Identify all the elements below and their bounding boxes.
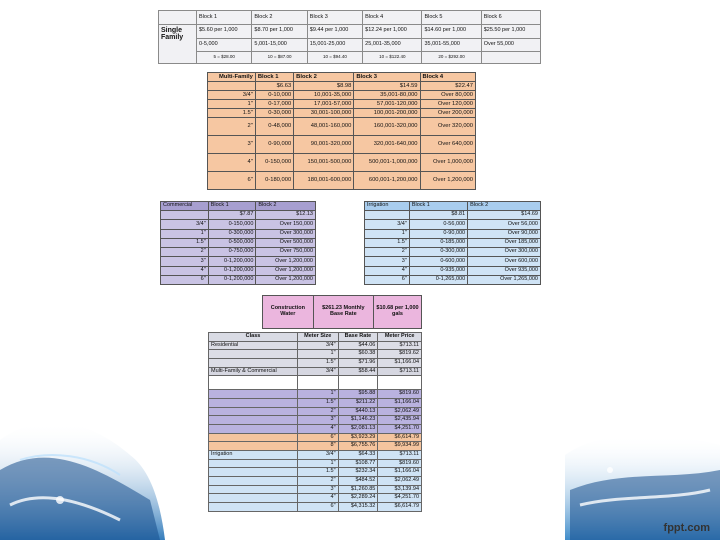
table-cell: Multi-Family & Commercial — [209, 367, 298, 376]
table-cell: $713.11 — [378, 341, 422, 350]
commercial-rate-table — [160, 201, 316, 285]
table-cell: 150,001-500,000 — [294, 154, 354, 172]
table-cell: Over 1,265,000 — [468, 275, 541, 284]
table-cell: Block 2 — [252, 11, 307, 25]
table-row — [208, 109, 476, 118]
table-cell: $10.68 per 1,000 gals — [373, 296, 421, 329]
table-cell: $9.44 per 1,000 — [307, 24, 362, 38]
table-cell: 3" — [365, 257, 410, 266]
table-cell: $71.96 — [338, 359, 378, 368]
table-cell: Over 150,000 — [256, 220, 316, 229]
table-cell — [209, 442, 298, 451]
table-cell: 35,001-80,000 — [354, 91, 420, 100]
table-row — [208, 172, 476, 190]
table-cell: 1.5" — [365, 238, 410, 247]
table-cell: 10 = $87.00 — [252, 52, 307, 64]
table-cell: 4" — [298, 494, 339, 503]
table-cell — [161, 211, 209, 220]
table-cell: 3/4" — [298, 367, 339, 376]
table-cell: $60.38 — [338, 350, 378, 359]
table-cell: 17,001-57,000 — [294, 100, 354, 109]
table-row — [161, 202, 316, 211]
table-row — [208, 91, 476, 100]
table-cell: $3,923.29 — [338, 433, 378, 442]
table-cell: 0-90,000 — [255, 136, 293, 154]
table-row — [208, 73, 476, 82]
table-row — [209, 399, 422, 408]
table-cell: $95.88 — [338, 390, 378, 399]
table-cell: Block 6 — [481, 11, 540, 25]
row-header-single-family: Single Family — [159, 24, 197, 63]
table-cell: 0-300,000 — [409, 248, 467, 257]
table-cell: $211.22 — [338, 399, 378, 408]
table-cell: Over 1,200,000 — [256, 266, 316, 275]
table-cell: $440.13 — [338, 407, 378, 416]
table-cell: 2" — [298, 477, 339, 486]
table-cell: $1,166.04 — [378, 468, 422, 477]
table-cell: $8.81 — [409, 211, 467, 220]
table-cell: $6,614.79 — [378, 503, 422, 512]
table-cell: $713.11 — [378, 451, 422, 460]
table-cell: 1" — [161, 229, 209, 238]
table-cell: Over 185,000 — [468, 238, 541, 247]
table-cell: 2" — [365, 248, 410, 257]
table-row — [209, 459, 422, 468]
table-row — [209, 416, 422, 425]
table-cell: $261.23 Monthly Base Rate — [313, 296, 373, 329]
table-cell: 6" — [161, 275, 209, 284]
table-cell: Base Rate — [338, 333, 378, 342]
table-cell: 4" — [161, 266, 209, 275]
table-cell: $14.59 — [354, 82, 420, 91]
table-cell: 0-17,000 — [255, 100, 293, 109]
table-cell: $7.87 — [208, 211, 256, 220]
fppt-logo: fppt.com — [663, 522, 710, 534]
table-row — [208, 82, 476, 91]
table-cell: Class — [209, 333, 298, 342]
table-cell: Meter Size — [298, 333, 339, 342]
table-cell: Block 5 — [422, 11, 481, 25]
table-row — [209, 477, 422, 486]
table-cell: 4" — [298, 425, 339, 434]
table-row — [208, 136, 476, 154]
table-cell: $8.70 per 1,000 — [252, 24, 307, 38]
table-cell: Over 56,000 — [468, 220, 541, 229]
table-row — [365, 202, 541, 211]
table-cell — [209, 416, 298, 425]
table-cell: Irrigation — [365, 202, 410, 211]
table-cell: 4" — [208, 154, 256, 172]
table-cell: $14.60 per 1,000 — [422, 24, 481, 38]
table-cell — [209, 468, 298, 477]
table-cell: 500,001-1,000,000 — [354, 154, 420, 172]
table-cell: Block 1 — [197, 11, 252, 25]
table-cell: Construction Water — [263, 296, 314, 329]
table-cell: 0-180,000 — [255, 172, 293, 190]
table-cell — [209, 485, 298, 494]
table-cell: $713.11 — [378, 367, 422, 376]
table-cell: $6,755.76 — [338, 442, 378, 451]
table-cell: $1,260.85 — [338, 485, 378, 494]
table-cell: 6" — [298, 433, 339, 442]
table-cell: Over 1,200,000 — [256, 275, 316, 284]
table-cell: $1,146.23 — [338, 416, 378, 425]
table-row — [209, 425, 422, 434]
table-cell — [209, 477, 298, 486]
table-cell: 0-1,265,000 — [409, 275, 467, 284]
table-cell: 3/4" — [208, 91, 256, 100]
table-cell: $5.60 per 1,000 — [197, 24, 252, 38]
table-cell: $2,435.94 — [378, 416, 422, 425]
table-row — [365, 257, 541, 266]
table-cell — [159, 11, 197, 25]
table-row — [263, 296, 422, 329]
table-row — [209, 451, 422, 460]
table-row — [209, 367, 422, 376]
table-cell: 0-185,000 — [409, 238, 467, 247]
table-cell — [481, 52, 540, 64]
table-cell: Block 1 — [208, 202, 256, 211]
table-cell: Block 2 — [468, 202, 541, 211]
table-cell: Multi-Family — [208, 73, 256, 82]
table-cell: Over 55,000 — [481, 38, 540, 52]
table-cell: 3/4" — [161, 220, 209, 229]
table-cell — [209, 399, 298, 408]
table-cell: $819.62 — [378, 350, 422, 359]
table-cell: $819.60 — [378, 459, 422, 468]
table-cell: $64.33 — [338, 451, 378, 460]
construction-water-table — [262, 295, 422, 329]
table-row — [161, 211, 316, 220]
table-row — [365, 229, 541, 238]
table-cell: $1,166.04 — [378, 359, 422, 368]
irrigation-rate-table — [364, 201, 541, 285]
table-cell: 1.5" — [298, 399, 339, 408]
table-cell: Irrigation — [209, 451, 298, 460]
table-cell: $44.06 — [338, 341, 378, 350]
table-cell: Over 640,000 — [420, 136, 475, 154]
table-row — [161, 275, 316, 284]
table-row — [209, 503, 422, 512]
table-row — [161, 266, 316, 275]
table-row — [209, 442, 422, 451]
table-cell: Block 4 — [363, 11, 422, 25]
table-cell: $232.34 — [338, 468, 378, 477]
table-row — [161, 238, 316, 247]
table-cell: Block 2 — [294, 73, 354, 82]
table-cell: 0-150,000 — [208, 220, 256, 229]
table-cell: 2" — [298, 407, 339, 416]
table-cell — [209, 433, 298, 442]
table-cell: $2,062.49 — [378, 407, 422, 416]
table-cell: 4" — [365, 266, 410, 275]
table-cell: 0-150,000 — [255, 154, 293, 172]
table-cell: 3" — [161, 257, 209, 266]
table-cell — [378, 376, 422, 390]
table-cell: 100,001-200,000 — [354, 109, 420, 118]
table-cell: Block 4 — [420, 73, 475, 82]
table-cell: 15,001-25,000 — [307, 38, 362, 52]
table-cell: 180,001-600,000 — [294, 172, 354, 190]
table-cell — [365, 211, 410, 220]
table-cell: $108.77 — [338, 459, 378, 468]
table-cell: 2" — [161, 248, 209, 257]
table-cell: Over 90,000 — [468, 229, 541, 238]
table-cell: 1.5" — [298, 468, 339, 477]
table-cell: $4,251.70 — [378, 494, 422, 503]
table-cell — [209, 359, 298, 368]
table-cell: Residential — [209, 341, 298, 350]
table-cell: Over 200,000 — [420, 109, 475, 118]
table-row — [161, 229, 316, 238]
table-cell: 10,001-35,000 — [294, 91, 354, 100]
table-cell — [209, 376, 298, 390]
table-cell: $4,251.70 — [378, 425, 422, 434]
table-cell — [209, 407, 298, 416]
table-cell: 0-1,200,000 — [208, 266, 256, 275]
table-row — [209, 341, 422, 350]
table-cell: 1" — [298, 459, 339, 468]
table-cell: 0-90,000 — [409, 229, 467, 238]
table-row — [209, 407, 422, 416]
table-cell — [209, 494, 298, 503]
table-cell: $8.98 — [294, 82, 354, 91]
table-cell: 30,001-100,000 — [294, 109, 354, 118]
table-cell: Over 320,000 — [420, 118, 475, 136]
table-row — [209, 376, 422, 390]
table-cell: 1.5" — [298, 359, 339, 368]
table-cell — [209, 390, 298, 399]
table-row — [209, 485, 422, 494]
table-row — [161, 220, 316, 229]
table-cell: $2,062.49 — [378, 477, 422, 486]
table-cell: Over 80,000 — [420, 91, 475, 100]
table-cell: 2" — [208, 118, 256, 136]
table-row — [161, 248, 316, 257]
table-cell: 0-5,000 — [197, 38, 252, 52]
table-cell: 0-56,000 — [409, 220, 467, 229]
table-row — [209, 433, 422, 442]
table-cell: 3" — [298, 485, 339, 494]
table-row — [365, 248, 541, 257]
meter-base-rate-table — [208, 332, 422, 512]
table-cell: Over 1,200,000 — [256, 257, 316, 266]
table-cell: 0-48,000 — [255, 118, 293, 136]
table-cell: $12.13 — [256, 211, 316, 220]
table-row — [365, 238, 541, 247]
table-row — [365, 220, 541, 229]
table-cell: 5 = $28.00 — [197, 52, 252, 64]
table-cell: $3,139.94 — [378, 485, 422, 494]
table-cell: 1.5" — [208, 109, 256, 118]
table-cell — [298, 376, 339, 390]
table-cell: 1" — [365, 229, 410, 238]
table-cell: 0-1,200,000 — [208, 275, 256, 284]
table-cell: $1,166.04 — [378, 399, 422, 408]
table-row — [209, 359, 422, 368]
table-row — [159, 24, 541, 38]
table-cell: 5,001-15,000 — [252, 38, 307, 52]
table-row — [208, 100, 476, 109]
table-cell: 10 = $122.40 — [363, 52, 422, 64]
table-cell: Over 300,000 — [468, 248, 541, 257]
multi-family-rate-table — [207, 72, 476, 190]
table-row — [209, 468, 422, 477]
table-cell: $2,081.13 — [338, 425, 378, 434]
table-cell: Over 1,000,000 — [420, 154, 475, 172]
table-cell: 20 = $292.00 — [422, 52, 481, 64]
table-cell — [209, 503, 298, 512]
single-family-rate-table — [158, 10, 541, 64]
table-cell: 35,001-55,000 — [422, 38, 481, 52]
table-cell: 0-500,000 — [208, 238, 256, 247]
table-cell: 6" — [365, 275, 410, 284]
table-row — [365, 275, 541, 284]
table-cell: $819.60 — [378, 390, 422, 399]
table-row — [365, 266, 541, 275]
table-cell — [209, 425, 298, 434]
table-cell: 0-1,200,000 — [208, 257, 256, 266]
table-cell: Commercial — [161, 202, 209, 211]
table-row — [159, 38, 541, 52]
table-cell: Block 3 — [354, 73, 420, 82]
table-cell: 48,001-160,000 — [294, 118, 354, 136]
table-row — [209, 494, 422, 503]
table-row — [365, 211, 541, 220]
table-cell: $484.52 — [338, 477, 378, 486]
table-cell: $22.47 — [420, 82, 475, 91]
table-cell: Block 2 — [256, 202, 316, 211]
table-cell: 10 = $94.40 — [307, 52, 362, 64]
table-cell: 1" — [208, 100, 256, 109]
table-cell: $25.50 per 1,000 — [481, 24, 540, 38]
table-cell: 320,001-640,000 — [354, 136, 420, 154]
table-cell: Over 600,000 — [468, 257, 541, 266]
table-row — [209, 350, 422, 359]
table-cell: Over 750,000 — [256, 248, 316, 257]
table-cell: Meter Price — [378, 333, 422, 342]
table-cell — [208, 82, 256, 91]
table-row — [208, 154, 476, 172]
table-cell — [338, 376, 378, 390]
table-cell: Over 120,000 — [420, 100, 475, 109]
table-row — [159, 11, 541, 25]
table-cell: 3" — [208, 136, 256, 154]
table-cell: Over 300,000 — [256, 229, 316, 238]
table-row — [161, 257, 316, 266]
table-cell: 3/4" — [298, 341, 339, 350]
table-cell: 3" — [298, 416, 339, 425]
table-cell: Block 3 — [307, 11, 362, 25]
table-cell: 0-935,000 — [409, 266, 467, 275]
table-cell: Over 1,200,000 — [420, 172, 475, 190]
table-cell: 1" — [298, 350, 339, 359]
table-row — [208, 118, 476, 136]
table-cell: 25,001-35,000 — [363, 38, 422, 52]
table-cell: 8" — [298, 442, 339, 451]
table-cell: 0-10,000 — [255, 91, 293, 100]
table-cell: 57,001-120,000 — [354, 100, 420, 109]
table-cell: $58.44 — [338, 367, 378, 376]
table-cell: 90,001-320,000 — [294, 136, 354, 154]
table-cell: 600,001-1,200,000 — [354, 172, 420, 190]
table-cell: $9,934.99 — [378, 442, 422, 451]
table-cell — [209, 459, 298, 468]
table-cell: 6" — [208, 172, 256, 190]
table-cell: $12.24 per 1,000 — [363, 24, 422, 38]
table-cell: 3/4" — [365, 220, 410, 229]
table-cell: $6,614.79 — [378, 433, 422, 442]
table-cell: 1.5" — [161, 238, 209, 247]
table-cell: Block 1 — [255, 73, 293, 82]
table-cell — [209, 350, 298, 359]
table-cell: $2,289.24 — [338, 494, 378, 503]
table-row — [209, 333, 422, 342]
table-cell: 160,001-320,000 — [354, 118, 420, 136]
table-cell: Over 500,000 — [256, 238, 316, 247]
table-cell: 0-600,000 — [409, 257, 467, 266]
table-cell: $14.69 — [468, 211, 541, 220]
table-cell: 0-30,000 — [255, 109, 293, 118]
table-cell: 6" — [298, 503, 339, 512]
table-row — [159, 52, 541, 64]
table-cell: 0-300,000 — [208, 229, 256, 238]
table-cell: Over 935,000 — [468, 266, 541, 275]
table-row — [209, 390, 422, 399]
table-cell: 1" — [298, 390, 339, 399]
table-cell: $4,315.32 — [338, 503, 378, 512]
table-cell: 0-750,000 — [208, 248, 256, 257]
table-cell: $6.63 — [255, 82, 293, 91]
table-cell: Block 1 — [409, 202, 467, 211]
table-cell: 3/4" — [298, 451, 339, 460]
